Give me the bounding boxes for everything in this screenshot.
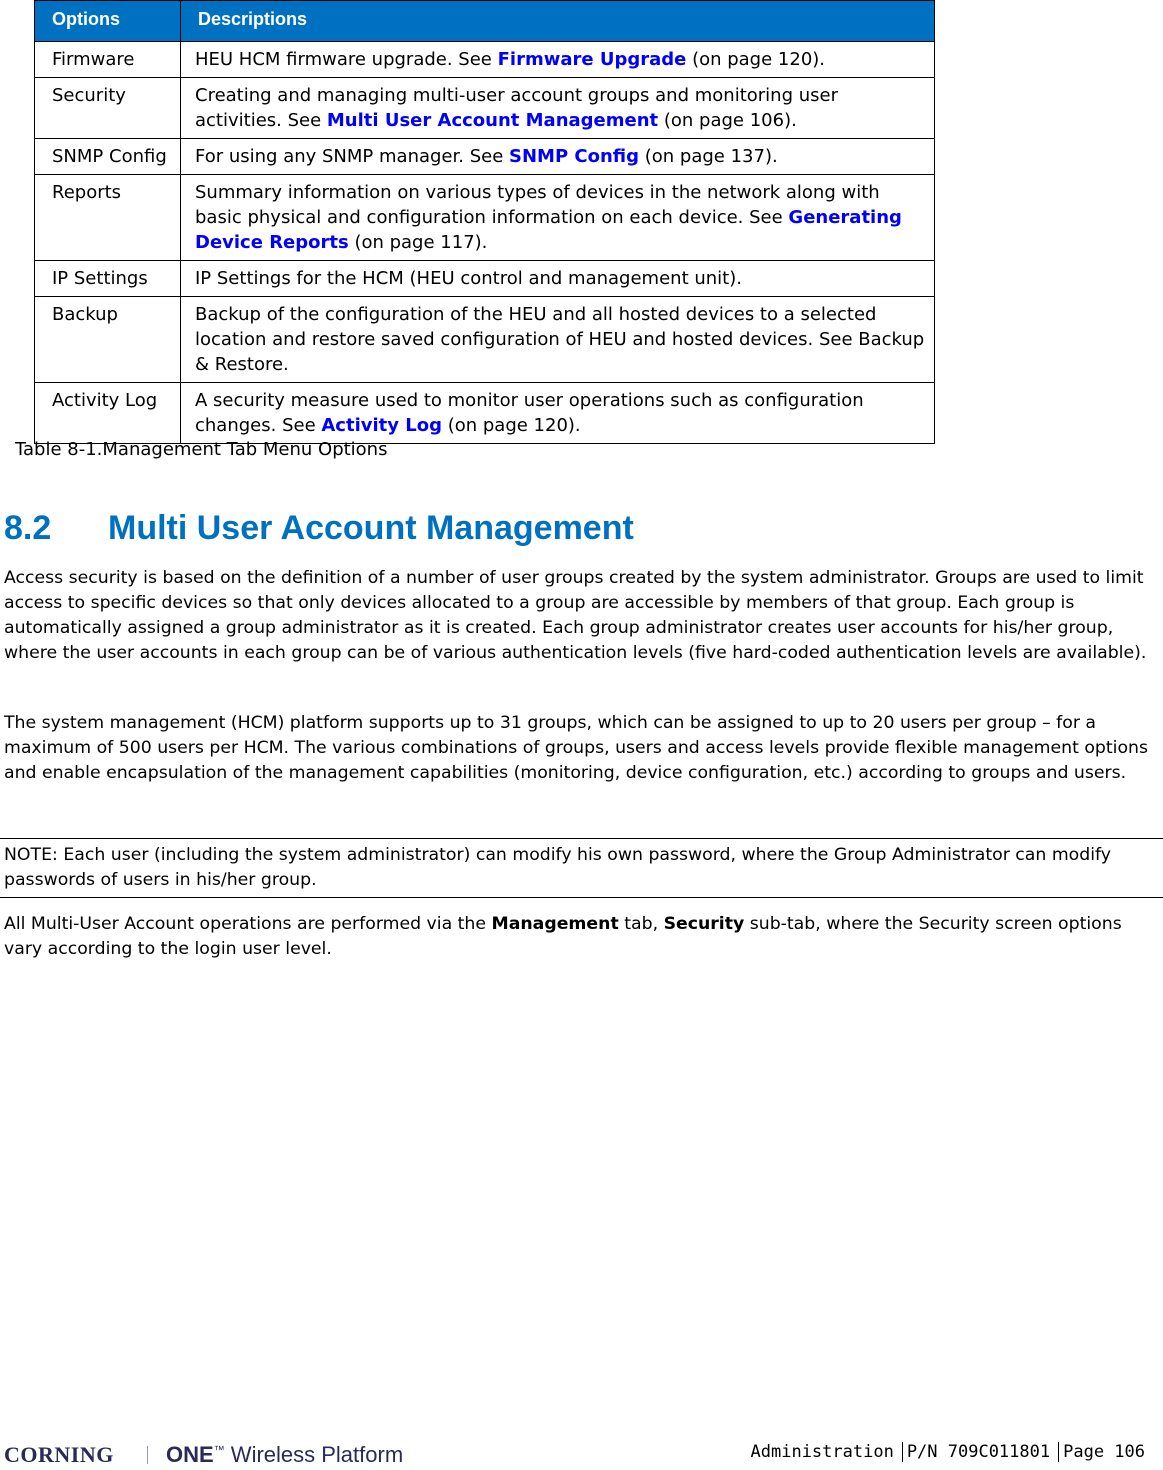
description-text: A security measure used to monitor user operations such as configuration changes. See xyxy=(195,390,864,436)
management-options-table xyxy=(34,0,935,444)
body-paragraph xyxy=(4,912,1162,962)
link-multi-user-account-management[interactable]: Multi User Account Management xyxy=(326,110,659,131)
footer-page-number: Page 106 xyxy=(1058,1442,1149,1462)
description-text: Backup of the configuration of the HEU and all hosted devices to a selected location and restore saved configuration of HEU and hosted devices. See Backup & Restore. xyxy=(195,304,925,375)
description-text: (on page 106). xyxy=(658,110,797,131)
logo-rest-text: Wireless Platform xyxy=(224,1442,404,1467)
header-descriptions: Descriptions xyxy=(181,1,935,42)
description-text: (on page 120). xyxy=(686,49,826,70)
footer-section: Administration xyxy=(750,1442,894,1462)
footer-info xyxy=(747,1442,1149,1462)
paragraph-text: tab, xyxy=(618,914,664,934)
table-row xyxy=(35,139,935,175)
option-cell: SNMP Config xyxy=(35,139,181,175)
section-title: Multi User Account Management xyxy=(108,509,634,547)
option-cell: Firmware xyxy=(35,42,181,78)
footer-part-number: P/N 709C011801 xyxy=(902,1442,1054,1462)
link-firmware-upgrade[interactable]: Firmware Upgrade xyxy=(497,49,687,70)
table-row xyxy=(35,297,935,383)
bold-term-security: Security xyxy=(663,914,745,934)
description-text: (on page 120). xyxy=(441,415,581,436)
table-row xyxy=(35,175,935,261)
description-text: (on page 137). xyxy=(639,146,778,167)
option-cell: Reports xyxy=(35,175,181,261)
option-cell: Activity Log xyxy=(35,383,181,444)
bold-term-management: Management xyxy=(491,914,619,934)
header-options: Options xyxy=(35,1,181,42)
description-text: IP Settings for the HCM (HEU control and management unit). xyxy=(195,268,742,289)
table-row xyxy=(35,261,935,297)
corning-logo: CORNING xyxy=(4,1442,114,1467)
description-text: Summary information on various types of devices in the network along with basic physical and configuration information on each device. See xyxy=(195,182,880,228)
logo-one-text: ONE xyxy=(166,1442,214,1467)
description-text: Creating and managing multi-user account groups and monitoring user activities. See xyxy=(195,85,838,131)
description-cell xyxy=(181,297,935,383)
logo-divider xyxy=(147,1446,148,1464)
table-row xyxy=(35,383,935,444)
option-cell: Security xyxy=(35,78,181,139)
paragraph-text: All Multi-User Account operations are performed via the xyxy=(4,914,492,934)
description-cell xyxy=(181,42,935,78)
table-caption: Table 8-1.Management Tab Menu Options xyxy=(15,439,388,460)
description-cell xyxy=(181,383,935,444)
note-box: NOTE: Each user (including the system administrator) can modify his own password, where the Group Administrator can modify passwords of users in his/her group. xyxy=(0,838,1163,898)
table-row xyxy=(35,78,935,139)
description-text: HEU HCM firmware upgrade. See xyxy=(195,49,498,70)
link-activity-log[interactable]: Activity Log xyxy=(321,415,442,436)
body-paragraph: Access security is based on the definition of a number of user groups created by the system administrator. Groups are used to limit access to specific devices so that only devices allocated to a group are accessible by members of that group. Each group is automatically assigned a group administrator as it is created. Each group administrator creates user accounts for his/her group, where the user accounts in each group can be of various authentication levels (five hard-coded authentication levels are available). xyxy=(4,568,1147,663)
description-cell xyxy=(181,175,935,261)
table-row xyxy=(35,42,935,78)
description-cell xyxy=(181,78,935,139)
body-paragraph: The system management (HCM) platform supports up to 31 groups, which can be assigned to up to 20 users per group – for a maximum of 500 users per HCM. The various combinations of groups, users and access levels provide flexible management options and enable encapsulation of the management capabilities (monitoring, device configuration, etc.) according to groups and users. xyxy=(4,713,1149,783)
description-text: (on page 117). xyxy=(348,232,488,253)
description-cell xyxy=(181,261,935,297)
option-cell: Backup xyxy=(35,297,181,383)
option-cell: IP Settings xyxy=(35,261,181,297)
section-number: 8.2 xyxy=(4,509,52,547)
link-generating-device-reports[interactable]: Generating Device Reports xyxy=(195,207,902,253)
description-text: For using any SNMP manager. See xyxy=(195,146,509,167)
link-snmp-config[interactable]: SNMP Config xyxy=(509,146,640,167)
page-footer xyxy=(0,1440,1163,1470)
one-wireless-platform-logo xyxy=(166,1442,403,1468)
paragraph-text: sub-tab, where the Security screen options vary according to the login user level. xyxy=(4,914,1122,959)
section-heading xyxy=(4,508,634,548)
logo-trademark: ™ xyxy=(213,1444,225,1457)
description-cell xyxy=(181,139,935,175)
table-header-row xyxy=(35,1,935,42)
